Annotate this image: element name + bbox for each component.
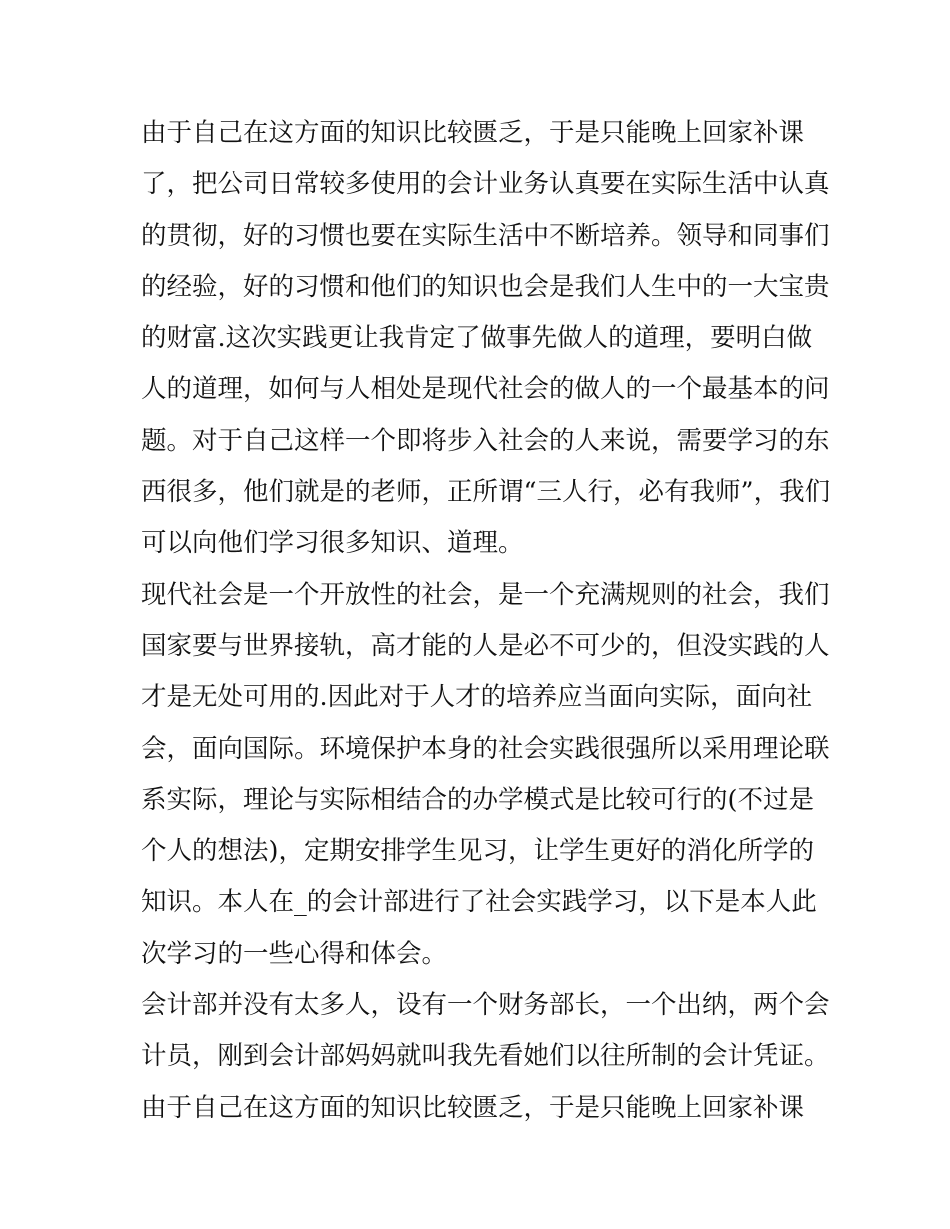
- text-line: 系实际，理论与实际相结合的办学模式是比较可行的(不过是: [141, 784, 814, 815]
- text-line: 知识。本人在_的会计部进行了社会实践学习，以下是本人此: [141, 887, 817, 918]
- text-line: 国家要与世界接轨，高才能的人是必不可少的，但没实践的人: [141, 630, 830, 661]
- text-line: 次学习的一些心得和体会。: [141, 938, 448, 969]
- text-line: 西很多，他们就是的老师，正所谓“三人行，必有我师”，我们: [141, 477, 831, 508]
- text-line: 现代社会是一个开放性的社会，是一个充满规则的社会，我们: [141, 579, 830, 610]
- text-line: 人的道理，如何与人相处是现代社会的做人的一个最基本的问: [141, 374, 830, 405]
- text-line: 由于自己在这方面的知识比较匮乏，于是只能晚上回家补课: [141, 118, 805, 148]
- text-line: 可以向他们学习很多知识、道理。: [141, 528, 524, 559]
- text-line: 了，把公司日常较多使用的会计业务认真要在实际生活中认真: [141, 169, 830, 200]
- text-line: 的财富.这次实践更让我肯定了做事先做人的道理，要明白做: [141, 323, 813, 354]
- text-line: 由于自己在这方面的知识比较匮乏，于是只能晚上回家补课: [141, 1092, 805, 1123]
- text-line: 会计部并没有太多人，设有一个财务部长，一个出纳，两个会: [141, 990, 830, 1021]
- text-line: 的经验，好的习惯和他们的知识也会是我们人生中的一大宝贵: [141, 271, 830, 302]
- text-line: 计员，刚到会计部妈妈就叫我先看她们以往所制的会计凭证。: [141, 1041, 830, 1072]
- text-line: 会，面向国际。环境保护本身的社会实践很强所以采用理论联: [141, 733, 830, 764]
- text-line: 才是无处可用的.因此对于人才的培养应当面向实际，面向社: [141, 682, 813, 713]
- text-line: 题。对于自己这样一个即将步入社会的人来说，需要学习的东: [141, 425, 830, 456]
- body-text: [141, 108, 831, 1134]
- text-line: 个人的想法)，定期安排学生见习，让学生更好的消化所学的: [141, 836, 814, 867]
- text-line: 的贯彻，好的习惯也要在实际生活中不断培养。领导和同事们: [141, 220, 830, 251]
